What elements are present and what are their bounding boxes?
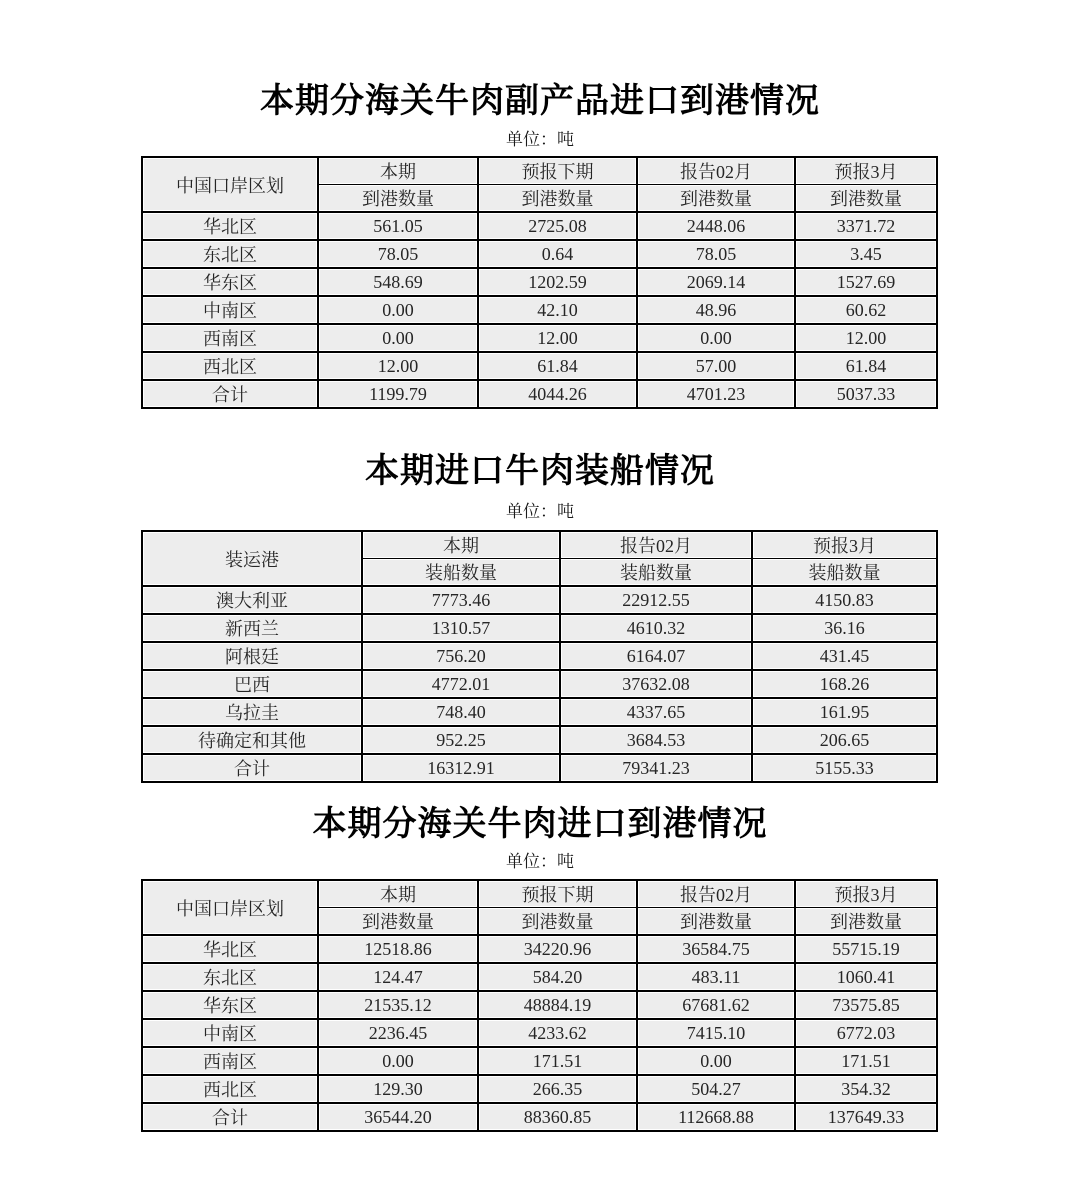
- row-label: 中南区: [142, 296, 318, 324]
- cell: 1527.69: [795, 268, 937, 296]
- row-label: 合计: [142, 1103, 318, 1131]
- table-row: [142, 296, 937, 324]
- column-header: 本期: [362, 531, 560, 559]
- beef-arrival-table: [141, 879, 938, 1132]
- column-header: 预报3月: [795, 157, 937, 185]
- cell: 161.95: [752, 698, 937, 726]
- section2-title: 本期进口牛肉装船情况: [365, 453, 715, 490]
- section3-unit-label: 单位：吨: [506, 852, 574, 871]
- cell: 2725.08: [478, 212, 637, 240]
- cell: 756.20: [362, 642, 560, 670]
- cell: 483.11: [637, 963, 795, 991]
- cell: 4233.62: [478, 1019, 637, 1047]
- cell: 57.00: [637, 352, 795, 380]
- row-label: 东北区: [142, 240, 318, 268]
- row-label: 合计: [142, 380, 318, 408]
- row-label: 合计: [142, 754, 362, 782]
- cell: 206.65: [752, 726, 937, 754]
- cell: 0.64: [478, 240, 637, 268]
- cell: 48.96: [637, 296, 795, 324]
- cell: 137649.33: [795, 1103, 937, 1131]
- cell: 37632.08: [560, 670, 752, 698]
- cell: 4337.65: [560, 698, 752, 726]
- shipment-table: [141, 530, 938, 783]
- row-label: 巴西: [142, 670, 362, 698]
- column-header: 本期: [318, 880, 478, 908]
- cell: 2236.45: [318, 1019, 478, 1047]
- cell: 61.84: [795, 352, 937, 380]
- header-row-periods: [142, 531, 937, 559]
- table-row: [142, 212, 937, 240]
- row-label: 中南区: [142, 1019, 318, 1047]
- column-header: 报告02月: [560, 531, 752, 559]
- sub-header: 装船数量: [560, 559, 752, 587]
- cell: 1202.59: [478, 268, 637, 296]
- cell: 748.40: [362, 698, 560, 726]
- total-row: [142, 380, 937, 408]
- cell: 16312.91: [362, 754, 560, 782]
- cell: 21535.12: [318, 991, 478, 1019]
- header-row-periods: [142, 880, 937, 908]
- row-label: 西北区: [142, 1075, 318, 1103]
- table-row: [142, 268, 937, 296]
- cell: 78.05: [637, 240, 795, 268]
- table-row: [142, 586, 937, 614]
- cell: 55715.19: [795, 935, 937, 963]
- row-label: 华北区: [142, 212, 318, 240]
- cell: 1199.79: [318, 380, 478, 408]
- sub-header: 装船数量: [752, 559, 937, 587]
- cell: 1310.57: [362, 614, 560, 642]
- row-label: 待确定和其他: [142, 726, 362, 754]
- row-label: 阿根廷: [142, 642, 362, 670]
- table-row: [142, 324, 937, 352]
- cell: 952.25: [362, 726, 560, 754]
- row-label: 西南区: [142, 324, 318, 352]
- column-header: 预报3月: [795, 880, 937, 908]
- column-header: 本期: [318, 157, 478, 185]
- total-row: [142, 1103, 937, 1131]
- corner-header: 中国口岸区划: [142, 880, 318, 935]
- cell: 36.16: [752, 614, 937, 642]
- cell: 0.00: [318, 324, 478, 352]
- row-label: 华东区: [142, 991, 318, 1019]
- cell: 4701.23: [637, 380, 795, 408]
- cell: 3371.72: [795, 212, 937, 240]
- cell: 88360.85: [478, 1103, 637, 1131]
- table-row: [142, 642, 937, 670]
- cell: 36584.75: [637, 935, 795, 963]
- cell: 5155.33: [752, 754, 937, 782]
- section3-title: 本期分海关牛肉进口到港情况: [312, 806, 768, 843]
- row-label: 新西兰: [142, 614, 362, 642]
- cell: 0.00: [318, 1047, 478, 1075]
- row-label: 华北区: [142, 935, 318, 963]
- sub-header: 到港数量: [637, 185, 795, 213]
- cell: 60.62: [795, 296, 937, 324]
- cell: 78.05: [318, 240, 478, 268]
- column-header: 预报下期: [478, 880, 637, 908]
- cell: 61.84: [478, 352, 637, 380]
- cell: 0.00: [637, 324, 795, 352]
- cell: 34220.96: [478, 935, 637, 963]
- sub-header: 到港数量: [478, 908, 637, 936]
- cell: 2069.14: [637, 268, 795, 296]
- cell: 4772.01: [362, 670, 560, 698]
- cell: 548.69: [318, 268, 478, 296]
- cell: 354.32: [795, 1075, 937, 1103]
- sub-header: 装船数量: [362, 559, 560, 587]
- table-row: [142, 352, 937, 380]
- cell: 0.00: [318, 296, 478, 324]
- row-label: 乌拉圭: [142, 698, 362, 726]
- cell: 12.00: [795, 324, 937, 352]
- cell: 112668.88: [637, 1103, 795, 1131]
- cell: 48884.19: [478, 991, 637, 1019]
- cell: 504.27: [637, 1075, 795, 1103]
- cell: 22912.55: [560, 586, 752, 614]
- table-row: [142, 1047, 937, 1075]
- cell: 73575.85: [795, 991, 937, 1019]
- cell: 0.00: [637, 1047, 795, 1075]
- cell: 12.00: [478, 324, 637, 352]
- cell: 266.35: [478, 1075, 637, 1103]
- column-header: 报告02月: [637, 880, 795, 908]
- cell: 4150.83: [752, 586, 937, 614]
- cell: 168.26: [752, 670, 937, 698]
- cell: 431.45: [752, 642, 937, 670]
- row-label: 东北区: [142, 963, 318, 991]
- table-row: [142, 935, 937, 963]
- cell: 36544.20: [318, 1103, 478, 1131]
- cell: 12.00: [318, 352, 478, 380]
- cell: 4044.26: [478, 380, 637, 408]
- cell: 67681.62: [637, 991, 795, 1019]
- sub-header: 到港数量: [795, 185, 937, 213]
- table-row: [142, 1075, 937, 1103]
- cell: 129.30: [318, 1075, 478, 1103]
- section2-unit-label: 单位：吨: [506, 502, 574, 521]
- cell: 171.51: [478, 1047, 637, 1075]
- table-row: [142, 240, 937, 268]
- total-row: [142, 754, 937, 782]
- row-label: 澳大利亚: [142, 586, 362, 614]
- sub-header: 到港数量: [318, 185, 478, 213]
- section1-unit-label: 单位：吨: [506, 130, 574, 149]
- cell: 6164.07: [560, 642, 752, 670]
- cell: 3.45: [795, 240, 937, 268]
- sub-header: 到港数量: [318, 908, 478, 936]
- cell: 7415.10: [637, 1019, 795, 1047]
- header-row-periods: [142, 157, 937, 185]
- cell: 171.51: [795, 1047, 937, 1075]
- cell: 42.10: [478, 296, 637, 324]
- cell: 79341.23: [560, 754, 752, 782]
- row-label: 华东区: [142, 268, 318, 296]
- table-row: [142, 614, 937, 642]
- cell: 12518.86: [318, 935, 478, 963]
- table-row: [142, 963, 937, 991]
- byproduct-arrival-table: [141, 156, 938, 409]
- sub-header: 到港数量: [637, 908, 795, 936]
- table-row: [142, 670, 937, 698]
- cell: 4610.32: [560, 614, 752, 642]
- table-row: [142, 991, 937, 1019]
- cell: 7773.46: [362, 586, 560, 614]
- cell: 584.20: [478, 963, 637, 991]
- cell: 3684.53: [560, 726, 752, 754]
- sub-header: 到港数量: [795, 908, 937, 936]
- table-row: [142, 1019, 937, 1047]
- cell: 124.47: [318, 963, 478, 991]
- column-header: 报告02月: [637, 157, 795, 185]
- cell: 5037.33: [795, 380, 937, 408]
- table-row: [142, 698, 937, 726]
- sub-header: 到港数量: [478, 185, 637, 213]
- cell: 6772.03: [795, 1019, 937, 1047]
- table-row: [142, 726, 937, 754]
- corner-header: 装运港: [142, 531, 362, 586]
- section1-title: 本期分海关牛肉副产品进口到港情况: [260, 83, 820, 120]
- column-header: 预报下期: [478, 157, 637, 185]
- column-header: 预报3月: [752, 531, 937, 559]
- row-label: 西北区: [142, 352, 318, 380]
- cell: 2448.06: [637, 212, 795, 240]
- row-label: 西南区: [142, 1047, 318, 1075]
- cell: 561.05: [318, 212, 478, 240]
- cell: 1060.41: [795, 963, 937, 991]
- corner-header: 中国口岸区划: [142, 157, 318, 212]
